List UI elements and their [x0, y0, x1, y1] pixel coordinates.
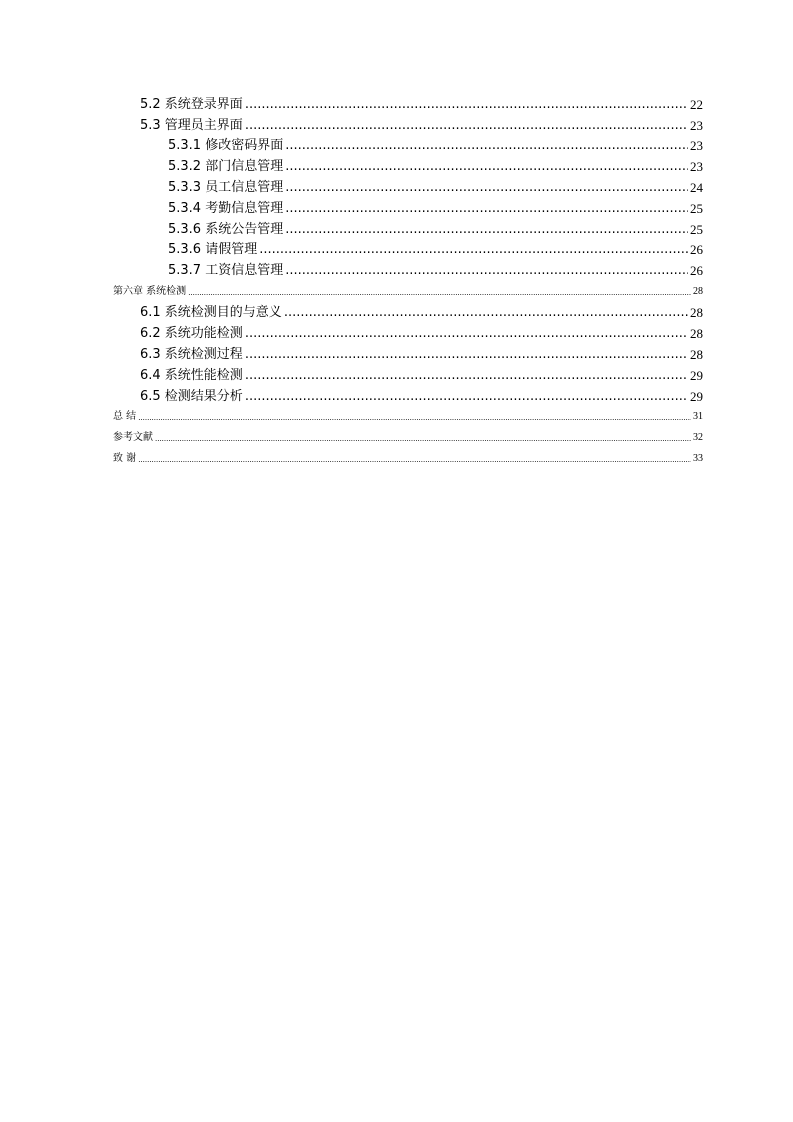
toc-entry[interactable]	[168, 264, 703, 277]
toc-page-number: 31	[693, 411, 703, 422]
toc-page-number: 28	[690, 326, 703, 341]
toc-entry[interactable]	[140, 348, 703, 361]
toc-dot-leader	[259, 243, 688, 256]
toc-entry[interactable]	[140, 369, 703, 382]
toc-page-number: 25	[690, 201, 703, 216]
toc-entry[interactable]	[113, 433, 703, 443]
toc-entry[interactable]	[113, 412, 703, 422]
toc-entry[interactable]	[140, 119, 703, 132]
toc-dot-leader	[285, 181, 688, 194]
toc-entry-label: 5.2 系统登录界面	[140, 97, 243, 112]
toc-page-number: 28	[693, 286, 703, 297]
toc-entry[interactable]	[168, 202, 703, 215]
toc-page-number: 23	[690, 138, 703, 153]
toc-page-number: 24	[690, 180, 703, 195]
toc-entry[interactable]	[168, 181, 703, 194]
toc-entry-label: 5.3.6 系统公告管理	[168, 222, 284, 237]
toc-page-number: 25	[690, 222, 703, 237]
toc-entry-label: 6.5 检测结果分析	[140, 389, 243, 404]
toc-entry-label: 第六章 系统检测	[113, 286, 187, 297]
toc-page-number: 23	[690, 159, 703, 174]
toc-dot-leader	[245, 390, 688, 403]
toc-entry-label: 5.3.3 员工信息管理	[168, 180, 284, 195]
toc-entry[interactable]	[113, 454, 703, 464]
toc-entry[interactable]	[168, 243, 703, 256]
toc-entry-label: 6.1 系统检测目的与意义	[140, 305, 282, 320]
toc-entry-label: 5.3.2 部门信息管理	[168, 159, 284, 174]
toc-entry-label: 致 谢	[113, 453, 137, 464]
toc-entry-label: 参考文献	[113, 432, 153, 443]
toc-dot-leader	[285, 264, 688, 277]
toc-dot-leader	[285, 160, 688, 173]
toc-page-number: 29	[690, 389, 703, 404]
toc-dot-leader	[284, 306, 688, 319]
toc-dot-leader	[138, 415, 691, 422]
toc-entry[interactable]	[140, 306, 703, 319]
toc-page-number: 32	[693, 432, 703, 443]
toc-entry-label: 5.3.6 请假管理	[168, 242, 258, 257]
toc-entry-label: 6.2 系统功能检测	[140, 326, 243, 341]
toc-entry-label: 6.3 系统检测过程	[140, 347, 243, 362]
toc-entry[interactable]	[140, 327, 703, 340]
toc-entry-label: 总 结	[113, 411, 137, 422]
toc-page-number: 33	[693, 453, 703, 464]
toc-dot-leader	[245, 348, 688, 361]
toc-dot-leader	[155, 436, 691, 443]
toc-entry[interactable]	[168, 223, 703, 236]
toc-page-number: 26	[690, 263, 703, 278]
toc-entry[interactable]	[140, 390, 703, 403]
toc-entry-label: 6.4 系统性能检测	[140, 368, 243, 383]
toc-entry[interactable]	[168, 160, 703, 173]
toc-page-number: 29	[690, 368, 703, 383]
toc-dot-leader	[285, 139, 688, 152]
toc-dot-leader	[245, 369, 688, 382]
toc-page-number: 22	[690, 97, 703, 112]
toc-entry[interactable]	[113, 287, 703, 297]
toc-entry-label: 5.3 管理员主界面	[140, 118, 243, 133]
toc-dot-leader	[285, 223, 688, 236]
toc-dot-leader	[245, 98, 688, 111]
toc-dot-leader	[285, 202, 688, 215]
toc-dot-leader	[245, 327, 688, 340]
toc-dot-leader	[138, 457, 691, 464]
toc-page-number: 28	[690, 347, 703, 362]
toc-dot-leader	[245, 119, 688, 132]
toc-entry[interactable]	[140, 98, 703, 111]
toc-page-number: 28	[690, 305, 703, 320]
toc-entry[interactable]	[168, 139, 703, 152]
toc-page-number: 26	[690, 242, 703, 257]
toc-entry-label: 5.3.4 考勤信息管理	[168, 201, 284, 216]
toc-page-number: 23	[690, 118, 703, 133]
toc-entry-label: 5.3.1 修改密码界面	[168, 138, 284, 153]
toc-dot-leader	[188, 290, 691, 297]
toc-entry-label: 5.3.7 工资信息管理	[168, 263, 284, 278]
